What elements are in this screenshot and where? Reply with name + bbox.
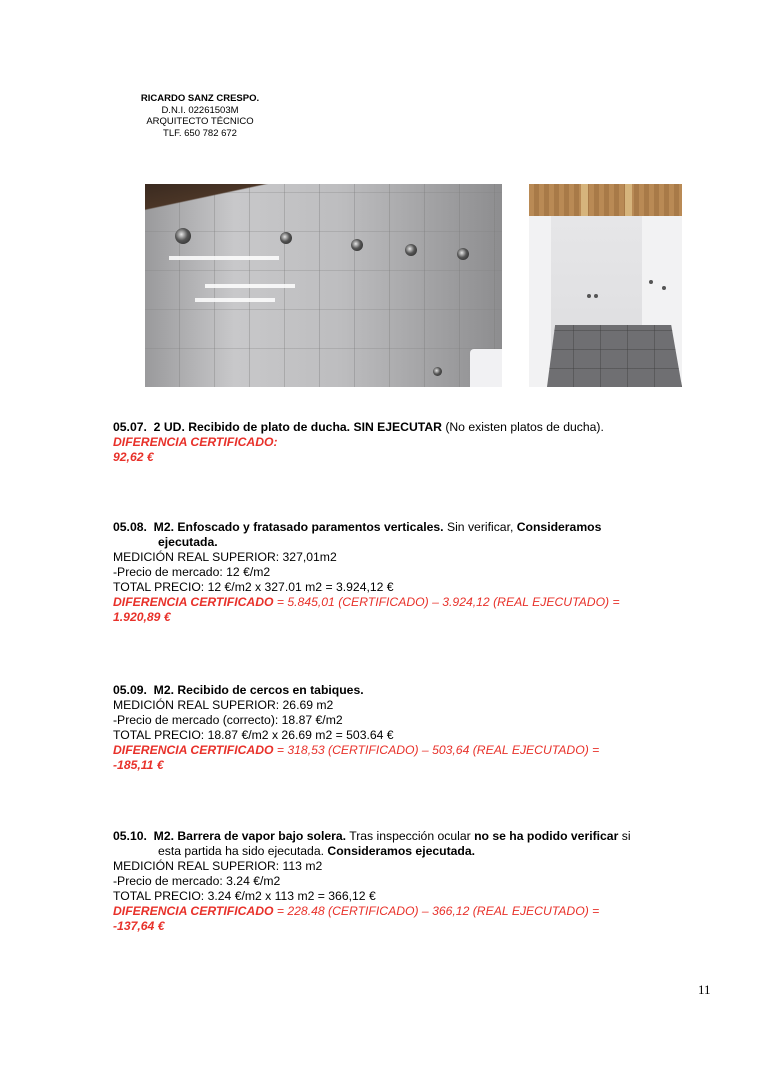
shower-fitting <box>175 228 191 244</box>
shower-fitting <box>457 248 469 260</box>
author-name: RICARDO SANZ CRESPO. <box>140 93 260 104</box>
photo-shower-room <box>529 184 682 387</box>
diff-label: DIFERENCIA CERTIFICADO: <box>113 435 278 449</box>
diff-value: -185,11 € <box>113 758 164 772</box>
item-line2-bold: Consideramos ejecutada. <box>327 844 476 858</box>
shower-fitting <box>351 239 363 251</box>
precio-line: -Precio de mercado: 12 €/m2 <box>113 565 271 579</box>
diff-formula: = 318,53 (CERTIFICADO) – 503,64 (REAL EJECUTADO) = <box>273 743 600 757</box>
item-note-end: si <box>618 829 631 843</box>
author-title: ARQUITECTO TÉCNICO <box>146 116 254 127</box>
diff-label: DIFERENCIA CERTIFICADO <box>113 595 274 609</box>
photo-shower-wall <box>145 184 502 387</box>
item-code: 05.09. <box>113 683 147 697</box>
diff-value: -137,64 € <box>113 919 165 933</box>
author-phone: TLF. 650 782 672 <box>163 127 237 139</box>
section-05-07 <box>113 420 718 465</box>
shower-fitting <box>433 367 442 376</box>
shower-fitting <box>280 232 292 244</box>
diff-formula: = 5.845,01 (CERTIFICADO) – 3.924,12 (REAL EJECUTADO) = <box>273 595 620 609</box>
page-number: 11 <box>698 982 711 997</box>
medicion-line: MEDICIÓN REAL SUPERIOR: 26.69 m2 <box>113 698 334 712</box>
item-note: (No existen platos de ducha). <box>441 420 604 434</box>
floor-tiles <box>547 325 682 387</box>
section-05-09 <box>113 683 718 773</box>
item-code: 05.10. <box>113 829 147 843</box>
medicion-line: MEDICIÓN REAL SUPERIOR: 113 m2 <box>113 859 323 873</box>
sink-edge <box>470 349 502 387</box>
diff-value: 1.920,89 € <box>113 610 171 624</box>
item-code: 05.07. <box>113 420 147 434</box>
item-note: Sin verificar, <box>443 520 517 534</box>
section-05-10 <box>113 829 718 934</box>
item-title-cont: ejecutada. <box>158 535 218 549</box>
item-title: 2 UD. Recibido de plato de ducha. SIN EJECUTAR <box>153 420 442 434</box>
item-note-bold: no se ha podido verificar <box>474 829 619 843</box>
total-line: TOTAL PRECIO: 12 €/m2 x 327.01 m2 = 3.924,12 € <box>113 580 394 594</box>
diff-value: 92,62 € <box>113 450 154 464</box>
letterhead <box>120 93 280 139</box>
item-title: M2. Enfoscado y fratasado paramentos verticales. <box>153 520 444 534</box>
item-title: M2. Barrera de vapor bajo solera. <box>153 829 347 843</box>
total-line: TOTAL PRECIO: 3.24 €/m2 x 113 m2 = 366,12 € <box>113 889 376 903</box>
item-code: 05.08. <box>113 520 147 534</box>
diff-formula: = 228.48 (CERTIFICADO) – 366,12 (REAL EJECUTADO) = <box>273 904 600 918</box>
item-note-bold: Consideramos <box>516 520 602 534</box>
diff-label: DIFERENCIA CERTIFICADO <box>113 743 274 757</box>
total-line: TOTAL PRECIO: 18.87 €/m2 x 26.69 m2 = 503.64 € <box>113 728 394 742</box>
shower-fitting <box>405 244 417 256</box>
item-note: Tras inspección ocular <box>346 829 475 843</box>
author-dni: D.N.I. 02261503M <box>161 104 239 116</box>
item-title: M2. Recibido de cercos en tabiques. <box>153 683 364 697</box>
diff-label: DIFERENCIA CERTIFICADO <box>113 904 274 918</box>
precio-line: -Precio de mercado (correcto): 18.87 €/m2 <box>113 713 343 727</box>
medicion-line: MEDICIÓN REAL SUPERIOR: 327,01m2 <box>113 550 337 564</box>
precio-line: -Precio de mercado: 3.24 €/m2 <box>113 874 281 888</box>
item-line2: esta partida ha sido ejecutada. <box>158 844 328 858</box>
section-05-08 <box>113 520 718 625</box>
